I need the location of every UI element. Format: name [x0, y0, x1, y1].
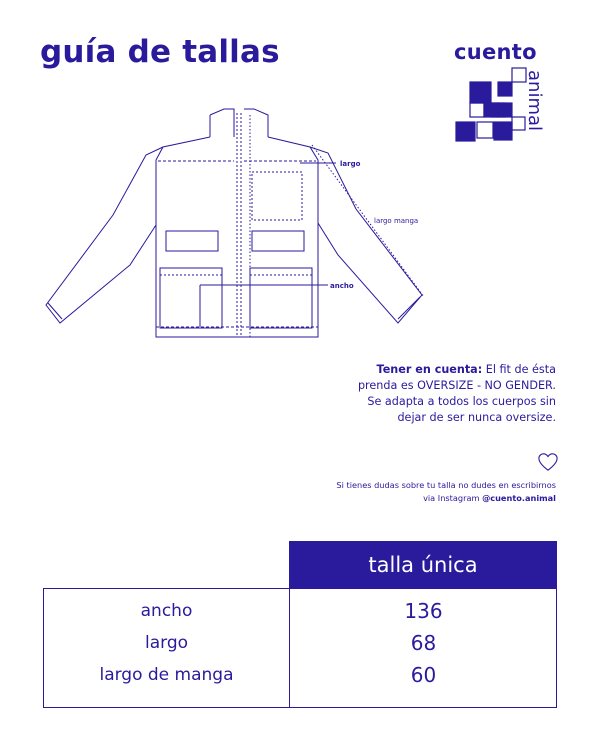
- label-ancho: ancho: [330, 282, 354, 290]
- label-largo-manga: largo manga: [374, 217, 419, 225]
- fit-note-text: El fit de ésta prenda es OVERSIZE - NO GENDER. Se adapta a todos los cuerpos sin dejar de ser nunca oversize.: [357, 363, 556, 424]
- fit-note: [356, 362, 556, 426]
- brand-logo: [448, 40, 563, 150]
- instagram-handle[interactable]: @cuento.animal: [482, 493, 556, 503]
- size-table: [43, 588, 557, 708]
- checker-logo: [448, 40, 563, 150]
- row-label-ancho: ancho: [140, 601, 193, 621]
- row-label-largo-manga: largo de manga: [99, 665, 234, 685]
- row-value-ancho: 136: [404, 599, 443, 623]
- heart-icon: [537, 452, 559, 472]
- contact-text: Si tienes dudas sobre tu talla no dudes en escribirnos via Instagram: [336, 480, 556, 503]
- label-largo: largo: [340, 160, 361, 168]
- size-table-header: talla única: [289, 541, 557, 588]
- row-value-largo-manga: 60: [410, 663, 437, 687]
- fit-note-heading: Tener en cuenta:: [376, 363, 483, 376]
- row-label-largo: largo: [144, 633, 189, 653]
- logo-word-animal: animal: [524, 70, 545, 132]
- contact-note: [336, 479, 556, 505]
- jacket-diagram: [38, 105, 438, 345]
- logo-word-cuento: cuento: [454, 40, 537, 64]
- row-value-largo: 68: [410, 631, 437, 655]
- page-title: guía de tallas: [40, 34, 280, 70]
